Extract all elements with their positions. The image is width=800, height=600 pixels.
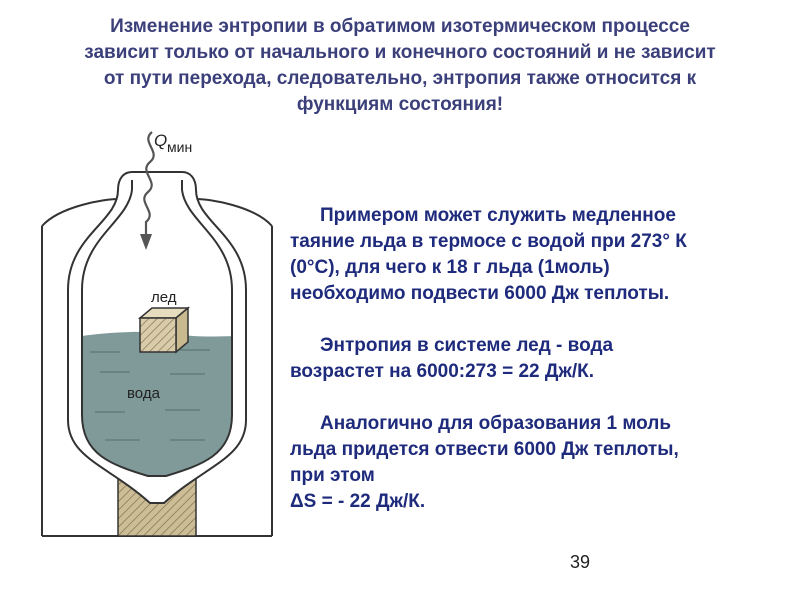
heat-q-label: Q [154,131,168,150]
paragraph-2 [290,333,780,385]
paragraph-1 [290,203,780,307]
heat-sub-label: мин [167,139,193,155]
water-label: вода [127,385,160,402]
title-line-2: зависит только от начального и конечного состояний и не зависит [84,42,716,63]
paragraph-3-line-2: льда придется отвести 6000 Дж теплоты, [290,439,679,460]
paragraph-1-line-4: необходимо подвести 6000 Дж теплоты. [290,283,670,304]
ice-cube [140,308,188,352]
ice-label: лед [151,289,177,306]
paragraph-1-line-2: таяние льда в термосе с водой при 273° К [290,231,687,252]
title-line-4: функциям состояния! [296,94,504,115]
paragraph-3-line-1: Аналогично для образования 1 моль [320,413,672,434]
paragraph-3-line-3: при этом [290,465,375,486]
page-number: 39 [570,552,591,572]
body-text [290,203,780,515]
title-line-3: от пути перехода, следовательно, энтропия также относится к [103,68,697,89]
paragraph-3 [290,411,780,515]
paragraph-1-line-3: (0°С), для чего к 18 г льда (1моль) [290,257,610,278]
paragraph-2-line-2: возрастет на 6000:273 = 22 Дж/К. [290,361,595,382]
paragraph-3-line-4: ΔS = - 22 Дж/К. [290,491,426,512]
paragraph-2-line-1: Энтропия в системе лед - вода [320,335,614,356]
paragraph-1-line-1: Примером может служить медленное [320,205,676,226]
title-line-1: Изменение энтропии в обратимом изотермическом процессе [110,16,690,37]
